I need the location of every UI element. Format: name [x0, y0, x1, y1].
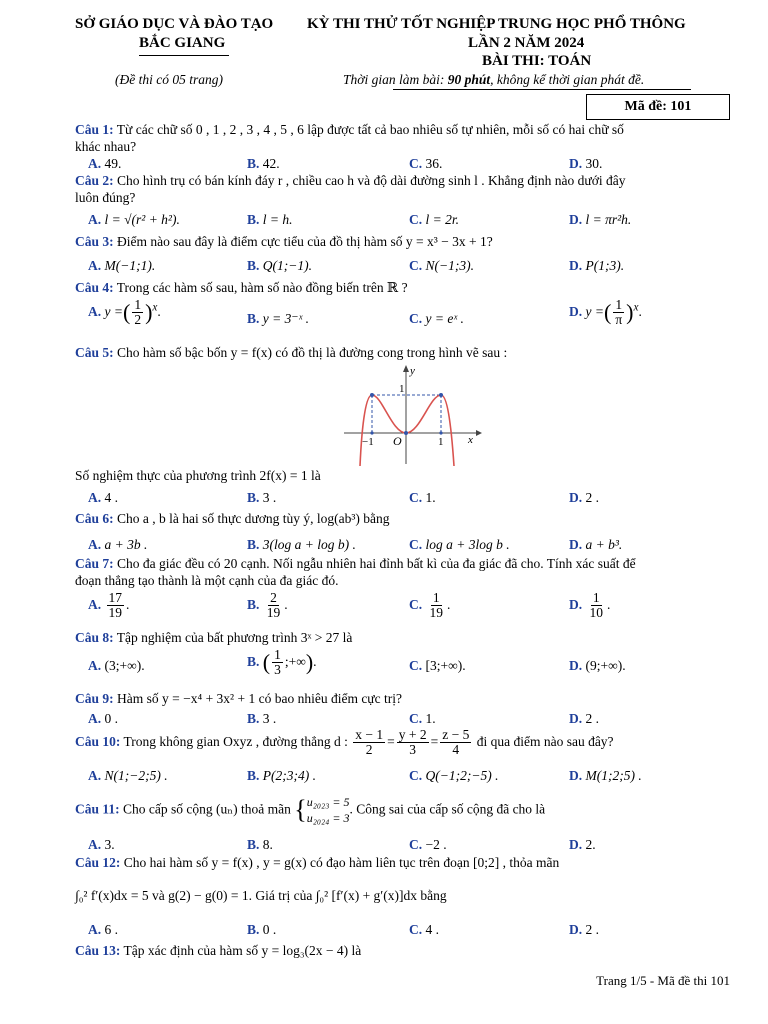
q8-option-d[interactable]: D. (9;+∞). — [569, 658, 626, 673]
q3-option-a[interactable]: A. M(−1;1). — [88, 258, 156, 273]
q5-option-a[interactable]: A. 4 . — [88, 490, 118, 505]
question-1-cont: khác nhau? — [75, 139, 137, 154]
q7-option-c[interactable]: C. $\frac{1}{19}$ . — [409, 590, 451, 621]
divider — [393, 89, 691, 90]
q1-option-c[interactable]: C. 36. — [409, 156, 443, 171]
q2-option-a[interactable]: A. l = √(r² + h²). — [88, 212, 180, 227]
curve — [360, 395, 454, 466]
tick-pos1 — [439, 431, 442, 434]
exam-title: KỲ THI THỬ TỐT NGHIỆP TRUNG HỌC PHỔ THÔNG — [307, 16, 686, 32]
q12-option-b[interactable]: B. 0 . — [247, 922, 277, 937]
q9-option-c[interactable]: C. 1. — [409, 711, 436, 726]
page-footer: Trang 1/5 - Mã đề thi 101 — [596, 973, 730, 988]
q8-option-a[interactable]: A. (3;+∞). — [88, 658, 145, 673]
max-point-left — [370, 393, 374, 397]
y-label: y — [410, 365, 415, 377]
q7-option-a[interactable]: A. $\frac{17}{19}$ . — [88, 590, 130, 621]
question-4: Câu 4: Trong các hàm số sau, hàm số nào đồng biến trên ℝ ? — [75, 280, 408, 295]
q9-option-a[interactable]: A. 0 . — [88, 711, 118, 726]
q1-option-d[interactable]: D. 30. — [569, 156, 603, 171]
q9-option-d[interactable]: D. 2 . — [569, 711, 599, 726]
x-axis-arrow — [476, 430, 482, 436]
q12-option-a[interactable]: A. 6 . — [88, 922, 118, 937]
divider — [139, 55, 229, 56]
q11-option-c[interactable]: C. −2 . — [409, 837, 447, 852]
question-2: Câu 2: Cho hình trụ có bán kính đáy r , chiều cao h và độ dài đường sinh l . Khẳng định nào dưới đây — [75, 173, 626, 188]
q4-option-c[interactable]: C. y = eˣ . — [409, 311, 464, 326]
q5-option-b[interactable]: B. 3 . — [247, 490, 277, 505]
q8-option-c[interactable]: C. [3;+∞). — [409, 658, 466, 673]
q5-option-d[interactable]: D. 2 . — [569, 490, 599, 505]
question-7: Câu 7: Cho đa giác đều có 20 cạnh. Nối ngẫu nhiên hai đỉnh bất kì của đa giác đã cho. Tính xác suất để — [75, 556, 636, 571]
q2-option-c[interactable]: C. l = 2r. — [409, 212, 459, 227]
y-axis-arrow — [403, 365, 409, 372]
q6-option-c[interactable]: C. log a + 3log b . — [409, 537, 510, 552]
min-point — [404, 431, 408, 435]
q8-option-b[interactable]: B. ( $\frac{1}{3}$ ;+∞). — [247, 647, 317, 678]
tick-x-neg-label: −1 — [362, 436, 374, 448]
q1-option-a[interactable]: A. 49. — [88, 156, 122, 171]
q1-option-b[interactable]: B. 42. — [247, 156, 280, 171]
q4-option-b[interactable]: B. y = 3⁻ˣ . — [247, 311, 310, 326]
q2-option-b[interactable]: B. l = h. — [247, 212, 293, 227]
q9-option-b[interactable]: B. 3 . — [247, 711, 277, 726]
dept-name: SỞ GIÁO DỤC VÀ ĐÀO TẠO — [75, 16, 274, 32]
q11-option-d[interactable]: D. 2. — [569, 837, 596, 852]
q4-option-d[interactable]: D. y =( $\frac{1}{\pi}$ )$^x$. — [569, 297, 642, 328]
q4-option-a[interactable]: A. y =( $\frac{1}{2}$ )$^x$. — [88, 297, 161, 328]
q10-option-d[interactable]: D. M(1;2;5) . — [569, 768, 642, 783]
exam-round: LẦN 2 NĂM 2024 — [468, 35, 585, 51]
q7-option-b[interactable]: B. $\frac{2}{19}$ . — [247, 590, 288, 621]
question-10: Câu 10: Trong không gian Oxyz , đường thẳng d : $\frac{x - 1}{2}$ = $\frac{y + 2}{3}$ = $\frac{z - 5}{4}$ đi qua điểm nào sau đây? — [75, 727, 614, 758]
question-13: Câu 13: Tập xác định của hàm số y = log₃(2x − 4) là — [75, 943, 362, 958]
q12-option-d[interactable]: D. 2 . — [569, 922, 599, 937]
question-11: Câu 11: Cho cấp số cộng (uₙ) thoả mãn { u₂₀₂₃ = 5 u₂₀₂₄ = 3 . Công sai của cấp số cộng đã cho là — [75, 795, 546, 826]
q3-option-d[interactable]: D. P(1;3). — [569, 258, 625, 273]
q5-option-c[interactable]: C. 1. — [409, 490, 436, 505]
q10-option-c[interactable]: C. Q(−1;2;−5) . — [409, 768, 499, 783]
q7-option-d[interactable]: D. $\frac{1}{10}$ . — [569, 590, 611, 621]
question-12: Câu 12: Cho hai hàm số y = f(x) , y = g(x) có đạo hàm liên tục trên đoạn [0;2] , thỏa mãn — [75, 855, 560, 870]
q3-option-c[interactable]: C. N(−1;3). — [409, 258, 474, 273]
question-5: Câu 5: Cho hàm số bậc bốn y = f(x) có đồ thị là đường cong trong hình vẽ sau : — [75, 345, 508, 360]
max-point-right — [439, 393, 443, 397]
q11-option-b[interactable]: B. 8. — [247, 837, 273, 852]
q10-option-a[interactable]: A. N(1;−2;5) . — [88, 768, 168, 783]
question-8: Câu 8: Tập nghiệm của bất phương trình 3ˣ > 27 là — [75, 630, 353, 645]
question-3: Câu 3: Điểm nào sau đây là điểm cực tiểu của đồ thị hàm số y = x³ − 3x + 1? — [75, 234, 493, 249]
q6-option-b[interactable]: B. 3(log a + log b) . — [247, 537, 356, 552]
pages-note: (Đề thi có 05 trang) — [115, 72, 223, 87]
q12-option-c[interactable]: C. 4 . — [409, 922, 439, 937]
q6-option-d[interactable]: D. a + b³. — [569, 537, 623, 552]
question-12-cont: ∫₀² f′(x)dx = 5 và g(2) − g(0) = 1. Giá trị của ∫₀² [f′(x) + g′(x)]dx bằng — [75, 888, 447, 903]
q11-option-a[interactable]: A. 3. — [88, 837, 115, 852]
exam-code-box: Mã đề: 101 — [586, 94, 730, 120]
q2-option-d[interactable]: D. l = πr²h. — [569, 212, 632, 227]
question-9: Câu 9: Hàm số y = −x⁴ + 3x² + 1 có bao nhiêu điểm cực trị? — [75, 691, 402, 706]
quartic-graph — [340, 362, 485, 466]
question-1: Câu 1: Từ các chữ số 0 , 1 , 2 , 3 , 4 , 5 , 6 lập được tất cả bao nhiêu số tự nhiên, mỗi số có hai chữ số — [75, 122, 624, 137]
province-name: BẮC GIANG — [139, 35, 226, 51]
q6-option-a[interactable]: A. a + 3b . — [88, 537, 148, 552]
origin-label: O — [393, 434, 402, 448]
tick-neg1 — [370, 431, 373, 434]
question-7-cont: đoạn thẳng tạo thành là một cạnh của đa giác đó. — [75, 573, 339, 588]
question-6: Câu 6: Cho a , b là hai số thực dương tùy ý, log(ab³) bằng — [75, 511, 390, 526]
exam-subject: BÀI THI: TOÁN — [482, 53, 592, 69]
time-note: Thời gian làm bài: 90 phút, không kể thời gian phát đề. — [343, 72, 645, 87]
tick-y-label: 1 — [399, 383, 405, 395]
q10-option-b[interactable]: B. P(2;3;4) . — [247, 768, 316, 783]
question-5-cont: Số nghiệm thực của phương trình 2f(x) = 1 là — [75, 468, 321, 483]
q3-option-b[interactable]: B. Q(1;−1). — [247, 258, 312, 273]
tick-x-pos-label: 1 — [438, 436, 444, 448]
question-2-cont: luôn đúng? — [75, 190, 136, 205]
x-label: x — [468, 434, 473, 446]
